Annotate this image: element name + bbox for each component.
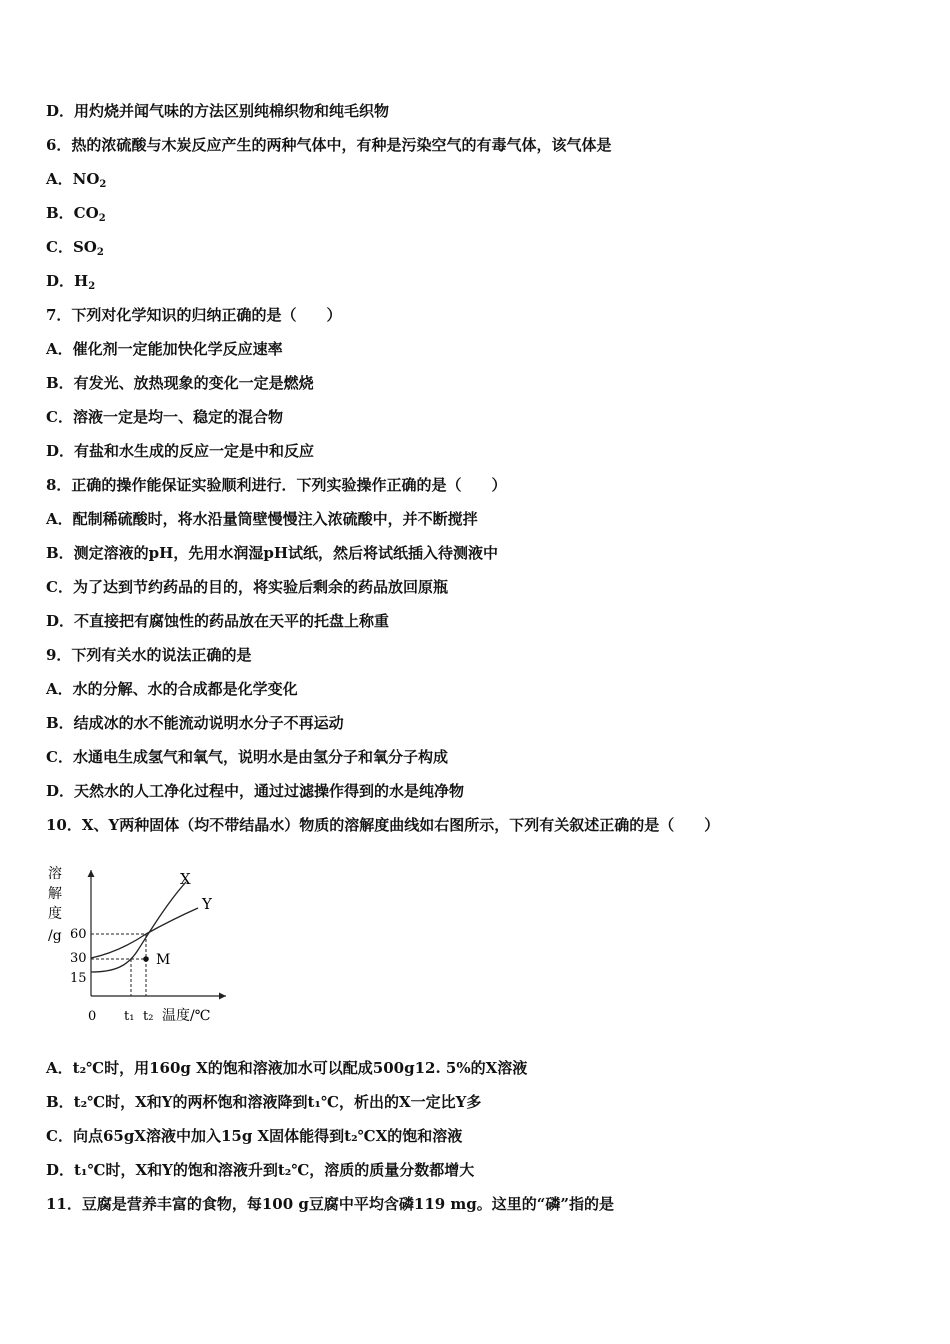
q10-option-c: C．向点65gX溶液中加入15g X固体能得到t₂℃X的饱和溶液 bbox=[46, 1127, 463, 1145]
q6-option-c bbox=[46, 237, 104, 263]
y-tick-15: 15 bbox=[70, 971, 87, 986]
point-m bbox=[143, 956, 149, 962]
q6a-subscript: 2 bbox=[99, 179, 107, 190]
q6d-text: D．H bbox=[46, 272, 89, 290]
q6c-subscript: 2 bbox=[96, 247, 104, 258]
y-axis-label-4: /g bbox=[48, 928, 62, 944]
q7-option-c: C．溶液一定是均一、稳定的混合物 bbox=[46, 408, 283, 426]
x-tick-t1: t₁ bbox=[124, 1009, 135, 1024]
origin-label: 0 bbox=[88, 1009, 97, 1024]
q7-option-a: A．催化剂一定能加快化学反应速率 bbox=[46, 340, 283, 358]
question-7: 7．下列对化学知识的归纳正确的是（ ） bbox=[46, 306, 342, 324]
q9-option-c: C．水通电生成氢气和氧气，说明水是由氢分子和氧分子构成 bbox=[46, 748, 448, 766]
q6a-text: A．NO bbox=[46, 170, 100, 188]
point-m-label: M bbox=[156, 952, 171, 968]
q6b-text: B．CO bbox=[46, 204, 99, 222]
curve-y-label: Y bbox=[202, 895, 212, 913]
curve-y bbox=[91, 908, 198, 958]
y-axis-label-3: 度 bbox=[48, 906, 62, 922]
q6c-text: C．SO bbox=[46, 238, 97, 256]
question-6: 6．热的浓硫酸与木炭反应产生的两种气体中，有种是污染空气的有毒气体，该气体是 bbox=[46, 136, 612, 154]
q7-option-b: B．有发光、放热现象的变化一定是燃烧 bbox=[46, 374, 314, 392]
y-axis-label-1: 溶 bbox=[48, 866, 62, 882]
question-10: 10．X、Y两种固体（均不带结晶水）物质的溶解度曲线如右图所示，下列有关叙述正确的是（ ） bbox=[46, 816, 720, 834]
x-tick-t2: t₂ bbox=[143, 1009, 154, 1024]
q8-option-b: B．测定溶液的pH，先用水润湿pH试纸，然后将试纸插入待测液中 bbox=[46, 544, 499, 562]
y-tick-60: 60 bbox=[70, 927, 87, 942]
q7-option-d: D．有盐和水生成的反应一定是中和反应 bbox=[46, 442, 315, 460]
q8-option-c: C．为了达到节约药品的目的，将实验后剩余的药品放回原瓶 bbox=[46, 578, 448, 596]
solubility-chart bbox=[40, 858, 240, 1028]
q6-option-b bbox=[46, 203, 106, 229]
q8-option-a: A．配制稀硫酸时，将水沿量筒壁慢慢注入浓硫酸中，并不断搅拌 bbox=[46, 510, 478, 528]
q9-option-b: B．结成冰的水不能流动说明水分子不再运动 bbox=[46, 714, 344, 732]
q6-option-a bbox=[46, 169, 106, 195]
q6b-subscript: 2 bbox=[98, 213, 106, 224]
q6-option-d bbox=[46, 271, 95, 297]
q8-option-d: D．不直接把有腐蚀性的药品放在天平的托盘上称重 bbox=[46, 612, 390, 630]
q10-option-d: D．t₁℃时，X和Y的饱和溶液升到t₂℃，溶质的质量分数都增大 bbox=[46, 1161, 475, 1179]
curve-x-label: X bbox=[180, 870, 191, 888]
y-axis-label-2: 解 bbox=[48, 886, 62, 902]
q5-option-d: D．用灼烧并闻气味的方法区别纯棉织物和纯毛织物 bbox=[46, 102, 390, 120]
q9-option-d: D．天然水的人工净化过程中，通过过滤操作得到的水是纯净物 bbox=[46, 782, 465, 800]
question-8: 8．正确的操作能保证实验顺利进行．下列实验操作正确的是（ ） bbox=[46, 476, 507, 494]
q10-option-a: A．t₂℃时，用160g X的饱和溶液加水可以配成500g12. 5%的X溶液 bbox=[46, 1059, 528, 1077]
y-tick-30: 30 bbox=[70, 951, 87, 966]
q10-option-b: B．t₂℃时，X和Y的两杯饱和溶液降到t₁℃，析出的X一定比Y多 bbox=[46, 1093, 482, 1111]
x-axis-label: 温度/℃ bbox=[162, 1008, 211, 1024]
q6d-subscript: 2 bbox=[88, 281, 96, 292]
question-11: 11．豆腐是营养丰富的食物，每100 g豆腐中平均含磷119 mg。这里的“磷”指的是 bbox=[46, 1195, 615, 1213]
question-9: 9．下列有关水的说法正确的是 bbox=[46, 646, 252, 664]
q9-option-a: A．水的分解、水的合成都是化学变化 bbox=[46, 680, 298, 698]
